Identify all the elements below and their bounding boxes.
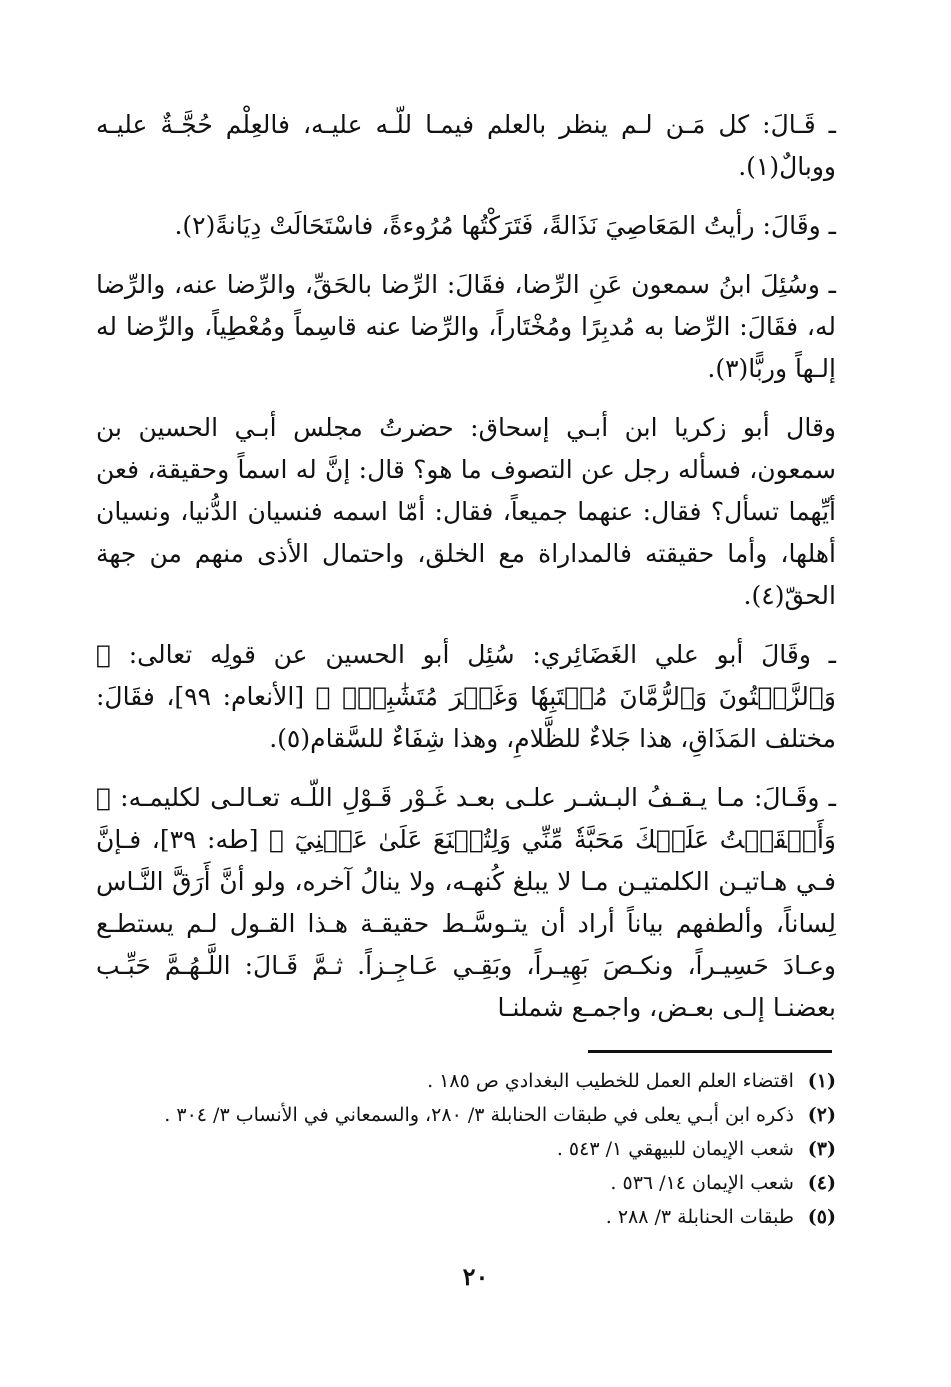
paragraph-6: ـ وقَـالَ: مـا يـقـفُ البـشـر علـى بعـد غَـوْر قَـوْلِ اللّـه تعـالـى لكليمـه: ﴿ وَأَلۡقَيۡتُ عَلَيۡكَ مَحَبَّةٗ مِّنِّي وَلِتُصۡنَعَ عَلَىٰ عَيۡنِيٓ ﴾ [طه: ٣٩]، فـإنَّ فـي هـاتيـن الكلمتيـن مـا لا يبلغ كُنهـه، ولا ينالُ آخره، ولو أنَّ أَرَقَّ النَّـاس لِساناً، وألطفهم بياناً أراد أن يتـوسَّـط حقيقـة هـذا القـول لـم يستطـع وعـادَ حَسِيـراً، ونكـصَ بَهِيـراً، وبَقِـي عَـاجِـزاً. ثـمَّ قَـالَ: اللَّـهُـمَّ حَبِّـب بعضنـا إلـى بعـض، واجمـع شملنـا xyxy=(96,783,836,1022)
footnote-number: (٢) xyxy=(807,1104,836,1126)
footnote-1 xyxy=(120,1068,836,1095)
footnote-3 xyxy=(120,1136,836,1163)
paragraph-5: ـ وقَالَ أبو علي الغَضَائِري: سُئِل أبو الحسين عن قولِه تعالى: ﴿ وَٱلزَّيۡتُونَ وَٱلرُّمَّانَ مُشۡتَبِهٗا وَغَيۡرَ مُتَشَٰبِهٍۗ ﴾ [الأنعام: ٩٩]، فقَالَ: مختلف المَذَاقِ، هذا جَلاءٌ للظَّلامِ، وهذا شِفَاءٌ للسَّقام(٥). xyxy=(96,640,836,753)
footnote-5 xyxy=(120,1204,836,1231)
footnote-text: طبقات الحنابلة ٣/ ٢٨٨ . xyxy=(605,1206,794,1228)
footnote-2 xyxy=(120,1102,836,1129)
footnote-number: (٤) xyxy=(807,1172,836,1194)
page-number: ٢٠ xyxy=(462,1262,489,1291)
footnote-text: شعب الإيمان للبيهقي ١/ ٥٤٣ . xyxy=(556,1138,794,1160)
main-text xyxy=(96,104,836,1046)
footnote-number: (٥) xyxy=(807,1206,836,1228)
paragraph-1: ـ قَـالَ: كل مَـن لـم ينظر بالعلم فيمـا للّـه عليـه، فالعِلْم حُجَّـةٌ عليـه ووبالٌ(١). xyxy=(96,110,836,181)
paragraph-3: ـ وسُئِلَ ابنُ سمعون عَنِ الرِّضا، فقَالَ: الرِّضا بالحَقِّ، والرِّضا عنه، والرِّضا له، فقَالَ: الرِّضا به مُدبِرًا ومُخْتَاراً، والرِّضا عنه قاسِماً ومُعْطِياً، والرِّضا له إلـهاً وربًّا(٣). xyxy=(96,270,836,383)
footnote-text: اقتضاء العلم العمل للخطيب البغدادي ص ١٨٥ . xyxy=(427,1070,794,1092)
footnote-4 xyxy=(120,1170,836,1197)
footnote-text: ذكره ابن أبـي يعلى في طبقات الحنابلة ٣/ ٢٨٠، والسمعاني في الأنساب ٣/ ٣٠٤ . xyxy=(164,1104,794,1126)
paragraph-2: ـ وقَالَ: رأيتُ المَعَاصِيَ نَذَالةً، فَتَرَكْتُها مُرُوءةً، فاسْتَحَالَتْ دِيَانةً(٢). xyxy=(174,211,836,240)
footnote-number: (٣) xyxy=(807,1138,836,1160)
paragraph-4: وقال أبو زكريا ابن أبـي إسحاق: حضرتُ مجلس أبـي الحسين بن سمعون، فسأله رجل عن التصوف ما هو؟ قال: إنَّ له اسماً وحقيقة، فعن أيِّهما تسأل؟ فقال: عنهما جميعاً، فقال: أمّا اسمه فنسيان الدُّنيا، ونسيان أهلها، وأما حقيقته فالمداراة مع الخلق، واحتمال الأذى منهم من جهة الحقّ(٤). xyxy=(96,413,836,610)
footnote-separator xyxy=(588,1050,832,1053)
footnote-number: (١) xyxy=(807,1070,836,1092)
footnote-text: شعب الإيمان ١٤/ ٥٣٦ . xyxy=(610,1172,794,1194)
